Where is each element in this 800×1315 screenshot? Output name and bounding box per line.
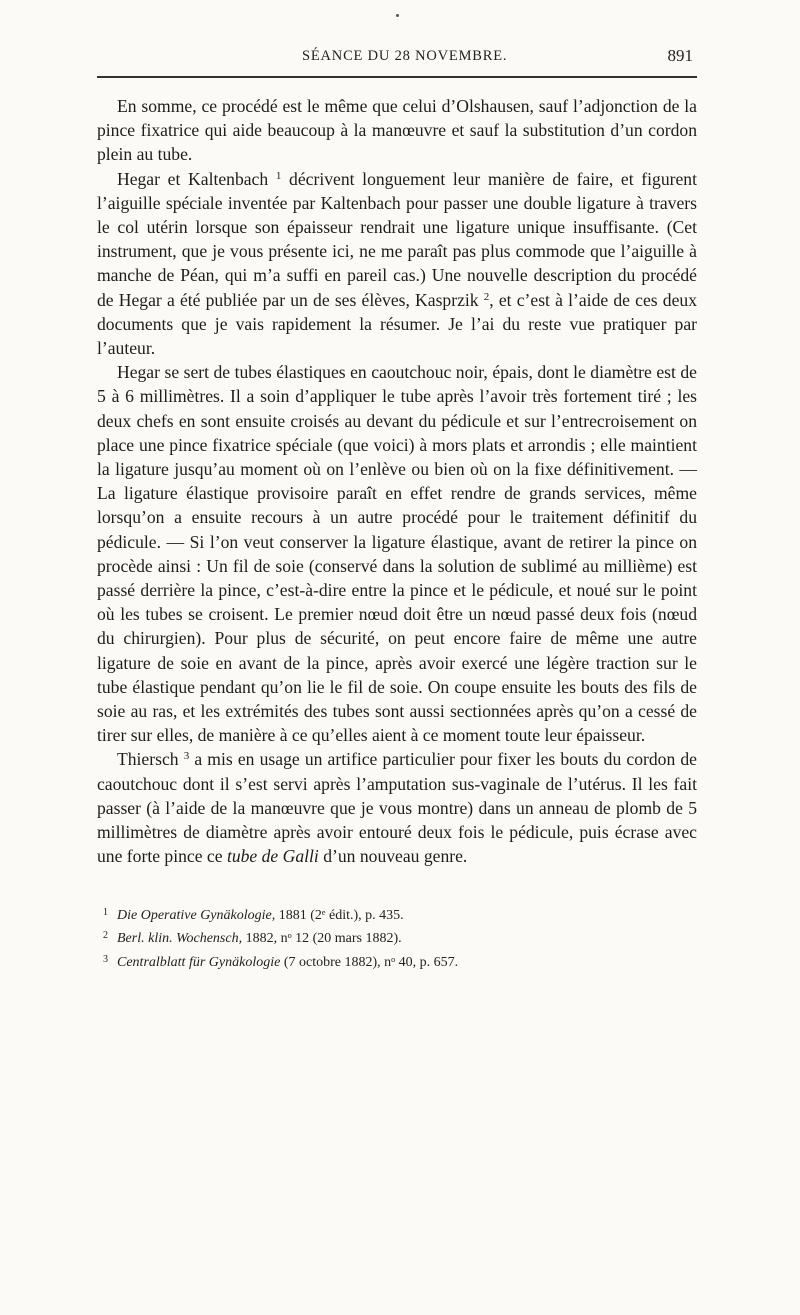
footnote-1 [97,903,697,927]
footnote-ref-2: 2 [483,290,490,303]
running-head [97,40,697,72]
paragraph-thiersch [97,747,697,868]
footnote-ref-1: 1 [275,169,282,182]
book-page [97,40,697,973]
paper-speck [396,14,399,17]
paragraph-olshausen [97,94,697,167]
page-number: 891 [667,46,693,65]
body-text [97,94,697,869]
paragraph-text: , et c’est à l’aide de ces deux documents que je vais rapidement la résumer. Je l’ai du reste vue pratiquer par l’auteur. [97,289,697,359]
paragraph-text: décrivent longuement leur manière de faire, et figurent l’aiguille spéciale inventée par Kaltenbach pour passer une double ligature à travers le col utérin lorsque son épaisseur rendrait une ligature unique insuffisante. (Cet instrument, que je vous présente ici, ne me paraît pas plus commode que l’aiguille à manche de Péan, qui m’a suffi en pareil cas.) Une nouvelle description du procédé de Hegar a été publiée par un de ses élèves, Kasprzik [97,168,697,310]
footnote-details: 1882, nᵒ 12 (20 mars 1882). [242,931,402,946]
footnotes [97,903,697,974]
footnote-title: Centralblatt für Gynäkologie [117,954,281,970]
paragraph-text: d’un nouveau genre. [318,846,468,867]
paragraph-text: Hegar et Kaltenbach [117,168,276,189]
footnote-ref-3: 3 [183,750,190,763]
header-rule [97,76,697,78]
footnote-title: Berl. klin. Wochensch, [117,931,243,946]
italic-term: tube de Galli [226,846,319,867]
paragraph-text: En somme, ce procédé est le même que celui d’Olshausen, sauf l’adjonction de la pince fixatrice qui aide beaucoup à la manœuvre et sauf la substitution d’un cordon plein au tube. [97,96,697,165]
paragraph-text: Thiersch [117,749,184,770]
paragraph-text: a mis en usage un artifice particulier pour fixer les bouts du cordon de caoutchouc dont il s’est servi après l’amputation sus-vaginale de l’utérus. Il les fait passer (à l’aide de la manœuvre que je vous montre) dans un anneau de plomb de 5 millimètres de diamètre après avoir entouré deux fois le pédicule, puis écrase avec une forte pince ce [97,749,697,867]
footnote-2 [97,926,697,950]
footnote-title: Die Operative Gynäkologie, [117,907,276,923]
footnote-mark: 2 [103,930,108,941]
footnote-details: (7 octobre 1882), nᵒ 40, p. 657. [280,954,459,970]
footnote-mark: 1 [103,906,108,918]
footnote-mark: 3 [103,953,108,965]
paragraph-hegar-kaltenbach [97,167,697,361]
footnote-3 [97,950,697,974]
footnote-details: 1881 (2ᵉ édit.), p. 435. [275,907,404,923]
running-title: SÉANCE DU 28 NOVEMBRE. [302,48,508,64]
paragraph-hegar-method [97,360,697,747]
paragraph-text: Hegar se sert de tubes élastiques en caoutchouc noir, épais, dont le diamètre est de 5 à 6 millimètres. Il a soin d’appliquer le tube après l’avoir très fortement tiré ; les deux chefs en sont ensuite croisés au devant du pédicule et sur l’entrecroisement on place une pince fixatrice spéciale (que voici) à mors plats et arrondis ; elle maintient la ligature jusqu’au moment où on l’enlève ou bien où on la fixe définitivement. — La ligature élastique provisoire paraît en effet rendre de grands services, même lorsqu’on a ensuite recours à un autre procédé pour le traitement définitif du pédicule. — Si l’on veut conserver la ligature élastique, avant de retirer la pince on procède ainsi : Un fil de soie (conservé dans la solution de sublimé au millième) est passé derrière la pince, c’est-à-dire entre la pince et le pédicule, et noué sur le point où les tubes se croisent. Le premier nœud doit être un nœud passé deux fois (nœud du chirurgien). Pour plus de sécurité, on peut encore faire de même une autre ligature de soie en avant de la pince, après avoir exercé une légère traction sur le tube élastique pendant qu’on lie le fil de soie. On coupe ensuite les bouts des fils de soie au ras, et les extrémités des tubes sont aussi sectionnées après qu’on a cessé de tirer sur elles, de manière à ce qu’elles aient à ce moment toute leur épaisseur. [97,362,697,746]
